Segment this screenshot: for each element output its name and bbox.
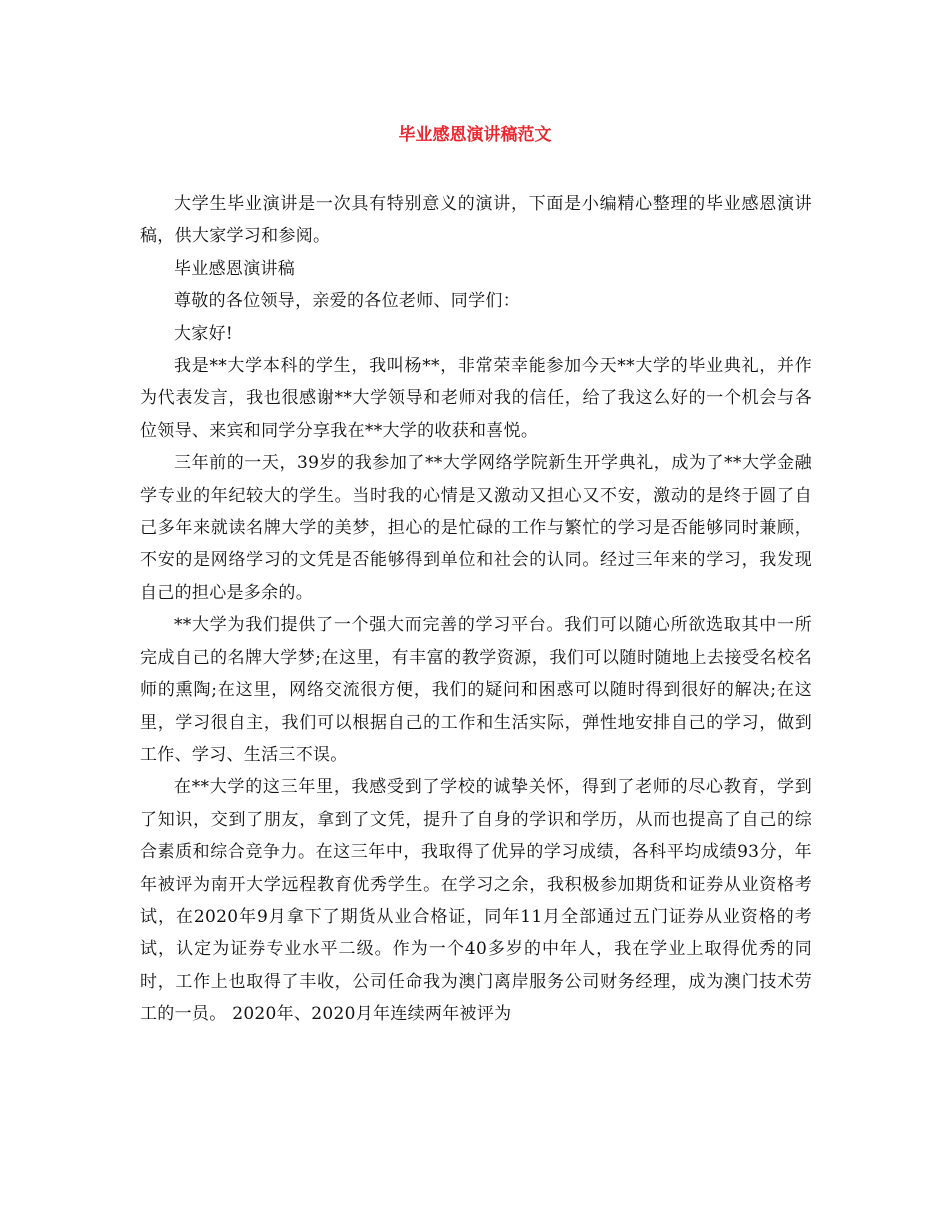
paragraph-self-introduction: 我是**大学本科的学生，我叫杨**，非常荣幸能参加今天**大学的毕业典礼，并作为代表发言，我也很感谢**大学领导和老师对我的信任，给了我这么好的一个机会与各位领导、来宾和同学分享我在**大学的收获和喜悦。 xyxy=(140,356,812,441)
paragraph-subtitle: 毕业感恩演讲稿 xyxy=(174,258,296,279)
document-title: 毕业感恩演讲稿范文 xyxy=(398,125,552,145)
paragraph-intro: 大学生毕业演讲是一次具有特别意义的演讲，下面是小编精心整理的毕业感恩演讲稿，供大家学习和参阅。 xyxy=(140,194,812,247)
paragraph-achievements: 在**大学的这三年里，我感受到了学校的诚挚关怀，得到了老师的尽心教育，学到了知识，交到了朋友，拿到了文凭，提升了自身的学识和学历，从而也提高了自己的综合素质和综合竞争力。在这三年中，我取得了优异的学习成绩，各科平均成绩93分，年年被评为南开大学远程教育优秀学生。在学习之余，我积极参加期货和证券从业资格考试，在2020年9月拿下了期货从业合格证，同年11月全部通过五门证券从业资格的考试，认定为证券专业水平二级。作为一个40多岁的中年人，我在学业上取得优秀的同时，工作上也取得了丰收，公司任命我为澳门离岸服务公司财务经理，成为澳门技术劳工的一员。 2020年、2020月年连续两年被评为 xyxy=(140,777,812,1025)
paragraph-greeting: 大家好! xyxy=(174,323,234,344)
paragraph-learning-platform: **大学为我们提供了一个强大而完善的学习平台。我们可以随心所欲选取其中一所完成自己的名牌大学梦;在这里，有丰富的教学资源，我们可以随时随地上去接受名校名师的熏陶;在这里，网络交流很方便，我们的疑问和困惑可以随时得到很好的解决;在这里，学习很自主，我们可以根据自己的工作和生活实际，弹性地安排自己的学习，做到工作、学习、生活三不误。 xyxy=(140,615,812,765)
document-body xyxy=(140,188,812,1031)
paragraph-three-years-ago: 三年前的一天，39岁的我参加了**大学网络学院新生开学典礼，成为了**大学金融学专业的年纪较大的学生。当时我的心情是又激动又担心又不安，激动的是终于圆了自己多年来就读名牌大学的美梦，担心的是忙碌的工作与繁忙的学习是否能够同时兼顾，不安的是网络学习的文凭是否能够得到单位和社会的认同。经过三年来的学习，我发现自己的担心是多余的。 xyxy=(140,453,812,603)
paragraph-salutation: 尊敬的各位领导，亲爱的各位老师、同学们： xyxy=(174,291,520,312)
